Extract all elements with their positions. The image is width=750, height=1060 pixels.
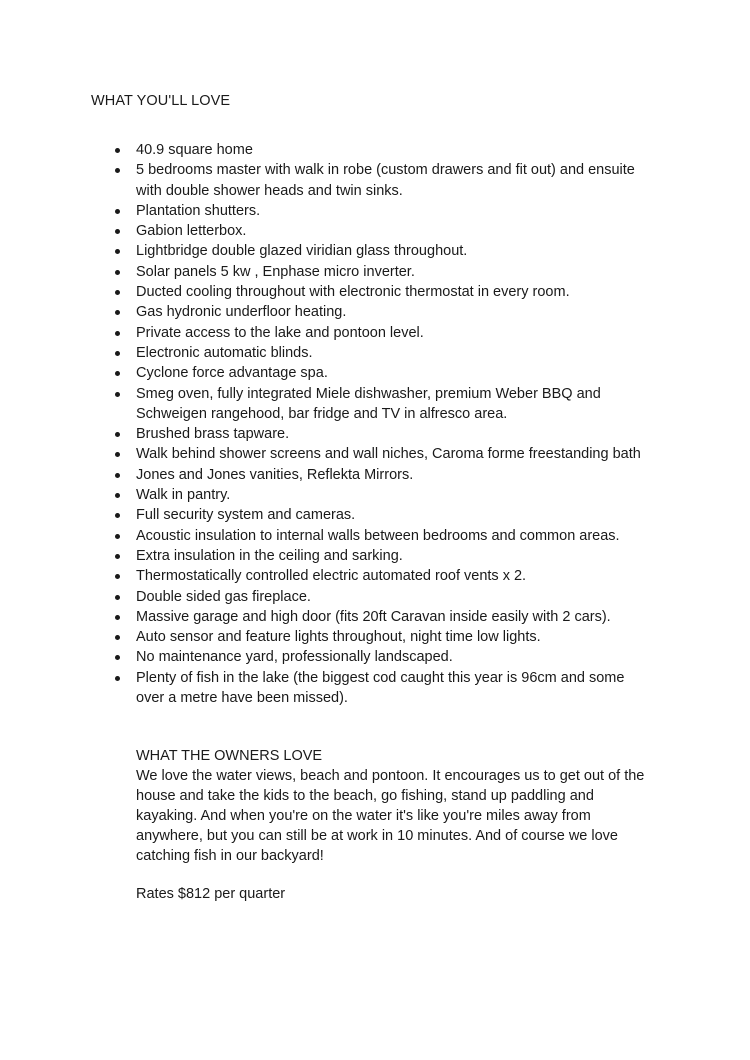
owners-heading: WHAT THE OWNERS LOVE	[136, 748, 323, 764]
list-item: Ducted cooling throughout with electronic thermostat in every room.	[113, 282, 653, 302]
feature-list	[113, 140, 653, 708]
list-item: Extra insulation in the ceiling and sarking.	[113, 546, 653, 566]
list-item: Thermostatically controlled electric automated roof vents x 2.	[113, 566, 653, 586]
list-item: Massive garage and high door (fits 20ft Caravan inside easily with 2 cars).	[113, 607, 653, 627]
list-item: Smeg oven, fully integrated Miele dishwasher, premium Weber BBQ and Schweigen rangehood, bar fridge and TV in alfresco area.	[113, 384, 653, 425]
list-item: No maintenance yard, professionally landscaped.	[113, 647, 653, 667]
list-item: Plantation shutters.	[113, 201, 653, 221]
owners-paragraph: We love the water views, beach and pontoon. It encourages us to get out of the house and take the kids to the beach, go fishing, stand up paddling and kayaking. And when you're on the water it's like you're miles away from anywhere, but you can still be at work in 10 minutes. And of course we love catching fish in our backyard!	[136, 768, 645, 864]
list-item: Full security system and cameras.	[113, 505, 653, 525]
list-item: Gabion letterbox.	[113, 221, 653, 241]
list-item: Double sided gas fireplace.	[113, 587, 653, 607]
list-item: Walk behind shower screens and wall niches, Caroma forme freestanding bath	[113, 444, 653, 464]
list-item: Lightbridge double glazed viridian glass throughout.	[113, 241, 653, 261]
list-item: Electronic automatic blinds.	[113, 343, 653, 363]
list-item: Plenty of fish in the lake (the biggest cod caught this year is 96cm and some over a metre have been missed).	[113, 668, 653, 709]
list-item: Gas hydronic underfloor heating.	[113, 302, 653, 322]
owners-section	[136, 746, 656, 866]
list-item: 5 bedrooms master with walk in robe (custom drawers and fit out) and ensuite with double shower heads and twin sinks.	[113, 160, 653, 201]
list-item: Private access to the lake and pontoon level.	[113, 323, 653, 343]
list-item: Jones and Jones vanities, Reflekta Mirrors.	[113, 465, 653, 485]
rates-text: Rates $812 per quarter	[136, 886, 286, 902]
list-item: Auto sensor and feature lights throughout, night time low lights.	[113, 627, 653, 647]
list-item: Solar panels 5 kw , Enphase micro inverter.	[113, 262, 653, 282]
section-heading: WHAT YOU'LL LOVE	[91, 93, 231, 109]
list-item: Walk in pantry.	[113, 485, 653, 505]
list-item: Acoustic insulation to internal walls between bedrooms and common areas.	[113, 526, 653, 546]
list-item: Brushed brass tapware.	[113, 424, 653, 444]
list-item: Cyclone force advantage spa.	[113, 363, 653, 383]
list-item: 40.9 square home	[113, 140, 653, 160]
